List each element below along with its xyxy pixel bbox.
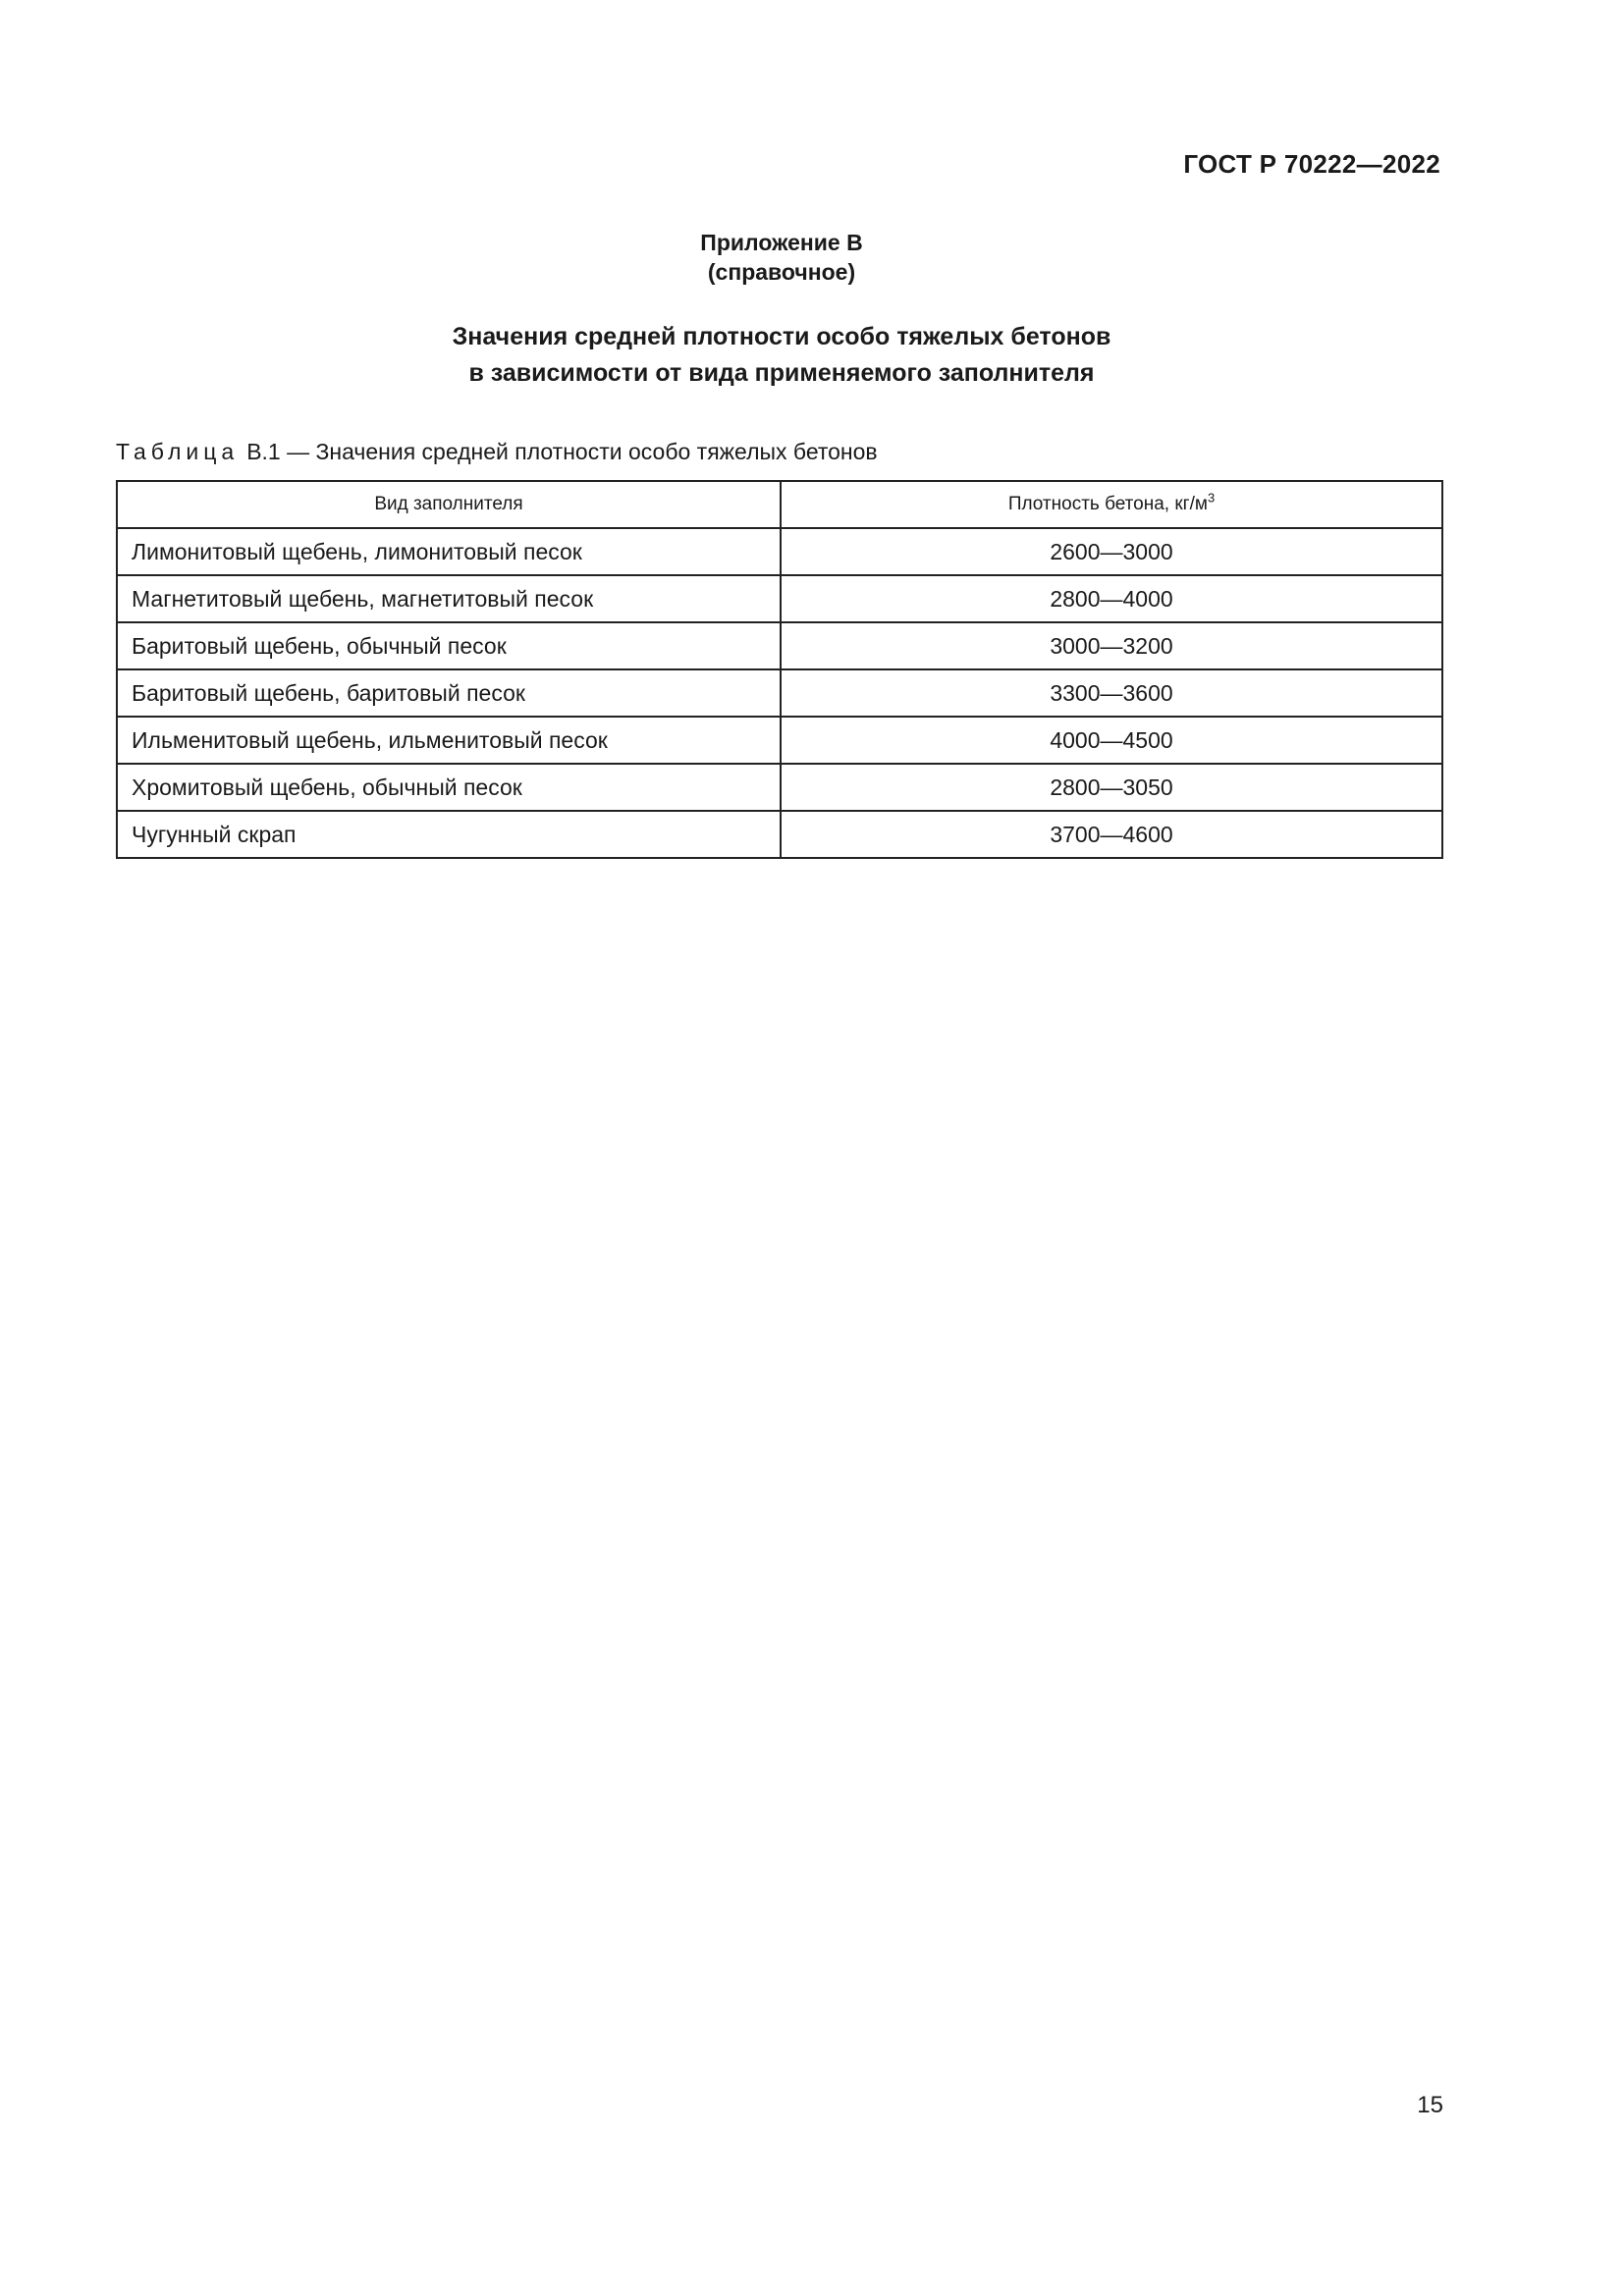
appendix-heading [0,319,1563,392]
cell-aggregate: Хромитовый щебень, обычный песок [117,764,781,811]
heading-line-1: Значения средней плотности особо тяжелых бетонов [452,323,1111,350]
table-caption-text: В.1 — Значения средней плотности особо тяжелых бетонов [246,439,878,464]
column-header-aggregate: Вид заполнителя [117,481,781,528]
appendix-label: Приложение В [700,230,863,255]
cell-aggregate: Магнетитовый щебень, магнетитовый песок [117,575,781,622]
cell-density: 4000—4500 [781,717,1442,764]
table-caption-prefix: Таблица [116,439,240,464]
cell-density: 2800—3050 [781,764,1442,811]
table-row [117,717,1442,764]
heading-line-2: в зависимости от вида применяемого заполнителя [468,359,1095,387]
cell-aggregate: Лимонитовый щебень, лимонитовый песок [117,528,781,575]
column-header-density [781,481,1442,528]
appendix-status: (справочное) [707,259,856,285]
column-header-density-text: Плотность бетона, кг/м [1007,494,1208,514]
column-header-density-superscript: 3 [1207,490,1216,506]
cell-density: 2800—4000 [781,575,1442,622]
cell-density: 3000—3200 [781,622,1442,669]
table-row [117,764,1442,811]
table-row [117,528,1442,575]
page-number: 15 [1417,2092,1443,2118]
cell-density: 3700—4600 [781,811,1442,858]
table-row [117,811,1442,858]
document-code: ГОСТ Р 70222—2022 [1183,149,1440,179]
density-table [116,480,1443,859]
cell-aggregate: Баритовый щебень, баритовый песок [117,669,781,717]
table-row [117,622,1442,669]
table-row [117,669,1442,717]
appendix-title [0,228,1563,287]
cell-density: 2600—3000 [781,528,1442,575]
cell-density: 3300—3600 [781,669,1442,717]
cell-aggregate: Ильменитовый щебень, ильменитовый песок [117,717,781,764]
cell-aggregate: Чугунный скрап [117,811,781,858]
table-row [117,575,1442,622]
cell-aggregate: Баритовый щебень, обычный песок [117,622,781,669]
table-header-row [117,481,1442,528]
table-caption [116,439,878,465]
